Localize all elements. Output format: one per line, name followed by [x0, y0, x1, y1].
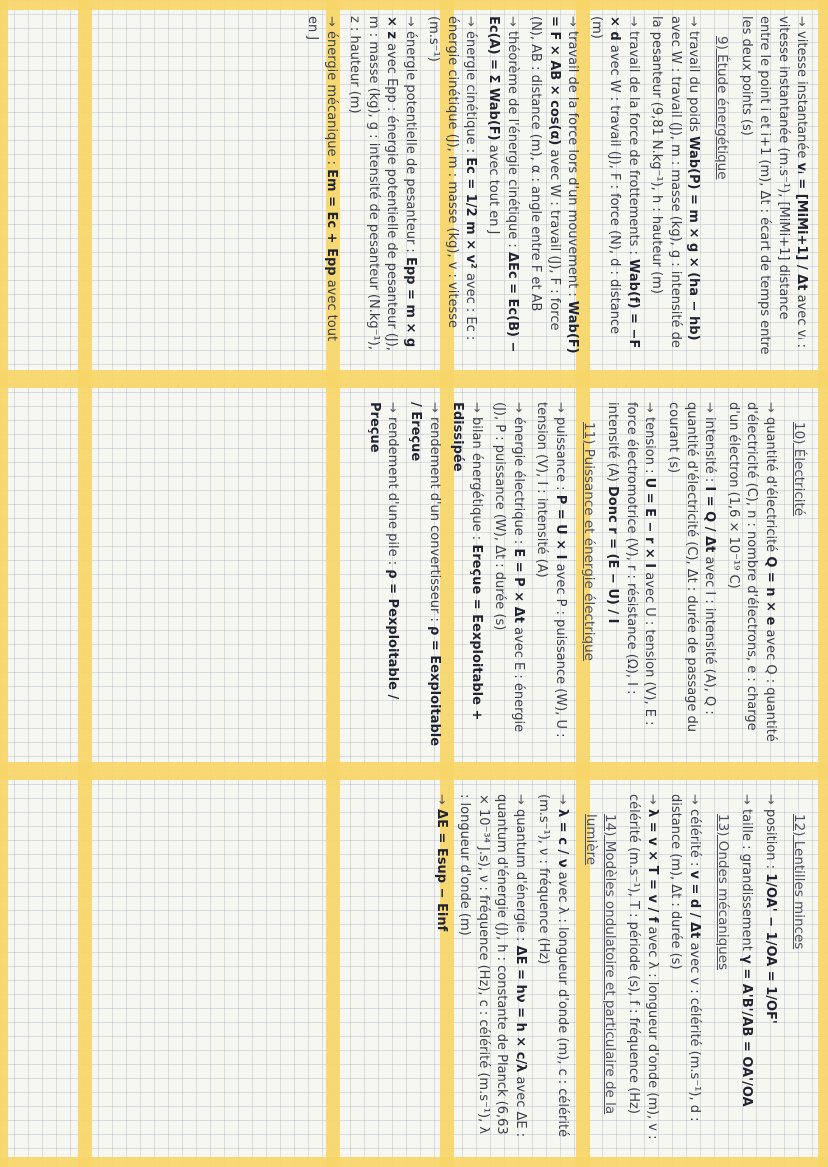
light-wave-line: → λ = c / ν avec λ : longueur d'onde (m), c : célérité (m.s⁻¹), ν : fréquence (Hz): [536, 794, 570, 1138]
power-formula: P = U × I: [552, 494, 568, 560]
theorem-desc: avec tout en J: [486, 144, 502, 235]
battery-line: → rendement d'une pile : ρ = Pexploitable / Preçue: [366, 402, 400, 700]
quantum-line: → quantum d'énergie : ΔE = hν = h × c/λ avec ΔE : quantum d'énergie (J), h : constante de Planck (6,63 × 10⁻³⁴ J.s), ν : fréquence (Hz), c : célérité (m.s⁻¹), λ : longueur d'onde (m): [457, 794, 528, 1138]
mechanical-line: → énergie mécanique : Em = Ec + Epp avec tout en J: [305, 16, 339, 342]
potential-line: → énergie potentielle de pesanteur : Epp = m × g × z avec Epp : énergie potentielle de pesanteur (J), m : masse (kg), g : intensité de pesanteur (N.kg⁻¹), z : hauteur (m): [347, 16, 418, 351]
work-weight-formula: Wab(P) = m × g × (ha − hb): [686, 136, 702, 341]
position-formula: 1/OA' − 1/OA = 1/OF': [762, 873, 778, 1024]
work-force-desc: avec W : travail (J), F : force (N), AB : distance (m), α : angle entre F et AB: [528, 16, 562, 331]
celerity-line: → célérité : v = d / Δt avec v : célérité (m.s⁻¹), d : distance (m), Δt : durée (s): [668, 794, 702, 1122]
energy-desc: avec E : énergie (J), P : puissance (W), Δt : durée (s): [492, 402, 526, 733]
light-wave-desc: avec λ : longueur d'onde (m), c : célérité (m.s⁻¹), ν : fréquence (Hz): [536, 794, 570, 1138]
current-line: → intensité : I = Q / Δt avec I : intensité (A), Q : quantité d'électricité (C), Δt : durée de passage du courant (s): [665, 402, 718, 733]
section-11-title: 11) Puissance et énergie électrique: [580, 422, 597, 661]
magnification-intro: taille : grandissement: [739, 809, 755, 951]
work-force-line: → travail de la force lors d'un mouvement : Wab(F) = F × AB × cos(α) avec W : travail (J), F : force (N), AB : distance (m), α : angle entre F et AB: [528, 16, 581, 354]
power-line: → puissance : P = U × I avec P : puissance (W), U : tension (V), I : intensité (A): [534, 402, 568, 738]
work-force-formula: Wab(F) = F × AB × cos(α): [546, 16, 581, 354]
current-desc: avec I : intensité (A), Q : quantité d'électricité (C), Δt : durée de passage du courant (s): [665, 402, 718, 733]
theorem-intro: théorème de l'énergie cinétique :: [504, 31, 520, 248]
wavelength-line: → λ = v × T = v / f avec λ : longueur d'onde (m), v : célérité (m.s⁻¹), T : période (s), f : fréquence (Hz): [626, 794, 660, 1140]
work-friction-line: → travail de la force de frottements : Wab(f) = −F × d avec W : travail (J), F : force (N), d : distance (m): [588, 16, 641, 349]
work-friction-desc: avec W : travail (J), F : force (N), d : distance (m): [588, 16, 623, 335]
magnification-line: → taille : grandissement γ = A'B'/AB = OA'/OA: [739, 794, 755, 1107]
charge-line: → quantité d'électricité Q = n × e avec Q : quantité d'électricité (C), n : nombre d'électrons, e : charge d'un électron (1,6 × 10⁻¹⁹ C): [725, 402, 778, 742]
charge-formula: Q = n × e: [762, 556, 778, 626]
balance-line: → bilan énergétique : Ereçue = Eexploitable + Edissipée: [450, 402, 484, 721]
voltage-intro: tension :: [642, 417, 658, 474]
work-friction-formula: Wab(f) = −F × d: [607, 16, 641, 349]
energy-formula: E = P × Δt: [510, 548, 526, 623]
current-formula: I = Q / Δt: [702, 486, 718, 553]
position-intro: position :: [762, 809, 778, 870]
position-line: → position : 1/OA' − 1/OA = 1/OF': [762, 794, 778, 1024]
battery-intro: rendement d'une pile :: [384, 417, 400, 566]
charge-intro: quantité d'électricité: [762, 417, 778, 553]
divider-left: [0, 0, 8, 1167]
work-weight-desc: avec W : travail (J), m : masse (kg), g : intensité de la pesanteur (9,81 N.kg⁻¹), h : hauteur (m): [649, 16, 683, 348]
mechanical-intro: énergie mécanique :: [323, 31, 339, 166]
converter-intro: rendement d'un convertisseur :: [426, 417, 442, 622]
energy-line: → énergie électrique : E = P × Δt avec E : énergie (J), P : puissance (W), Δt : durée (s): [492, 402, 526, 733]
kinetic-formula: Ec = 1/2 m × v²: [463, 157, 479, 269]
magnification-formula: γ = A'B'/AB = OA'/OA: [739, 954, 755, 1107]
charge-desc: avec Q : quantité d'électricité (C), n : nombre d'électrons, e : charge d'un électron (1,6 × 10⁻¹⁹ C): [725, 402, 778, 742]
divider-row-2: [0, 762, 828, 780]
divider-bottom: [0, 1157, 828, 1167]
celerity-formula: v = d / Δt: [686, 870, 702, 939]
work-friction-intro: travail de la force de frottements :: [625, 31, 641, 255]
power-intro: puissance :: [552, 417, 568, 491]
energy-intro: énergie électrique :: [510, 417, 526, 545]
quantum-formula: ΔE = hν = h × c/λ: [512, 945, 528, 1073]
kinetic-intro: énergie cinétique :: [463, 31, 479, 154]
work-force-intro: travail de la force lors d'un mouvement :: [565, 31, 581, 297]
section-13-title: 13) Ondes mécaniques: [714, 814, 731, 971]
theorem-formula: ΔEc = Ec(B) − Ec(A) = Σ Wab(F): [486, 16, 520, 353]
kinetic-desc: avec : Ec : énergie cinétique (J), m : masse (kg), v : vitesse (m.s⁻¹): [426, 16, 479, 341]
potential-formula: Epp = m × g × z: [384, 16, 418, 348]
transition-line: → ΔE = Esup − Einf: [433, 794, 449, 932]
battery-formula: ρ = Pexploitable / Preçue: [366, 402, 400, 700]
celerity-intro: célérité :: [686, 809, 702, 867]
divider-row-1: [0, 370, 828, 388]
celerity-desc: avec v : célérité (m.s⁻¹), d : distance (m), Δt : durée (s): [668, 794, 702, 1122]
panel-electricity: [8, 390, 820, 760]
section-14-title: 14) Modèles ondulatoire et particulaire de la lumière: [582, 814, 618, 1115]
converter-formula: ρ = Eexploitable / Ereçue: [408, 402, 442, 747]
balance-intro: bilan énergétique :: [468, 417, 484, 541]
section-12-title: 12) Lentilles minces: [791, 814, 807, 950]
transition-formula: ΔE = Esup − Einf: [433, 809, 449, 932]
potential-intro: énergie potentielle de pesanteur :: [402, 31, 418, 253]
panel-waves: [8, 782, 820, 1154]
speed-desc: avec vᵢ : vitesse instantanée (m.s⁻¹), [MiMi+1] distance entre le point i et i+1 (m), Δt : écart de temps entre les deux points (s): [738, 16, 809, 355]
mechanical-formula: Em = Ec + Epp: [323, 169, 339, 276]
work-weight-line: → travail du poids Wab(P) = m × g × (ha − hb) avec W : travail (J), m : masse (kg), g : intensité de la pesanteur (9,81 N.kg⁻¹), h : hauteur (m): [649, 16, 702, 348]
wavelength-desc: avec λ : longueur d'onde (m), v : célérité (m.s⁻¹), T : période (s), f : fréquence (Hz): [626, 794, 660, 1140]
light-wave-formula: λ = c / ν: [554, 809, 570, 868]
speed-formula: vᵢ = [MiMi+1] / Δt: [794, 162, 809, 291]
section-9-title: 9) Étude énergétique: [714, 36, 731, 180]
kinetic-line: → énergie cinétique : Ec = 1/2 m × v² avec : Ec : énergie cinétique (J), m : masse (kg), v : vitesse (m.s⁻¹): [426, 16, 479, 341]
panel-energy: [8, 4, 820, 370]
voltage-formula: U = E − r × I: [642, 477, 658, 569]
quantum-intro: quantum d'énergie :: [512, 809, 528, 942]
current-intro: intensité :: [702, 417, 718, 483]
balance-formula: Ereçue = Eexploitable + Edissipée: [450, 402, 484, 721]
voltage-desc: avec U : tension (V), E : force électromotrice (V), r : résistance (Ω), I : intensité (A): [605, 402, 658, 726]
power-desc: avec P : puissance (W), U : tension (V), I : intensité (A): [534, 402, 568, 738]
section-10-title: 10) Électricité: [791, 422, 807, 517]
resistance-formula: Donc r = (E − U) / I: [605, 485, 621, 624]
potential-desc: avec Epp : énergie potentielle de pesanteur (J), m : masse (kg), g : intensité de pesanteur (N.kg⁻¹), z : hauteur (m): [347, 16, 400, 351]
quantum-desc: avec ΔE : quantum d'énergie (J), h : constante de Planck (6,63 × 10⁻³⁴ J.s), ν : fréquence (Hz), c : célérité (m.s⁻¹), λ : longueur d'onde (m): [457, 794, 528, 1138]
theorem-line: → théorème de l'énergie cinétique : ΔEc = Ec(B) − Ec(A) = Σ Wab(F) avec tout en J: [486, 16, 520, 353]
converter-line: → rendement d'un convertisseur : ρ = Eexploitable / Ereçue: [408, 402, 442, 747]
mechanical-desc: avec tout en J: [305, 16, 339, 342]
voltage-line: → tension : U = E − r × I avec U : tension (V), E : force électromotrice (V), r : résistance (Ω), I : intensité (A) Donc r = (E − U) / I: [605, 402, 658, 726]
wavelength-formula: λ = v × T = v / f: [644, 809, 660, 923]
speed-line: → vitesse instantanée vᵢ = [MiMi+1] / Δt avec vᵢ : vitesse instantanée (m.s⁻¹), [MiMi+1] distance entre le point i et i+1 (m), Δt : écart de temps entre les deux points (s): [738, 16, 809, 355]
